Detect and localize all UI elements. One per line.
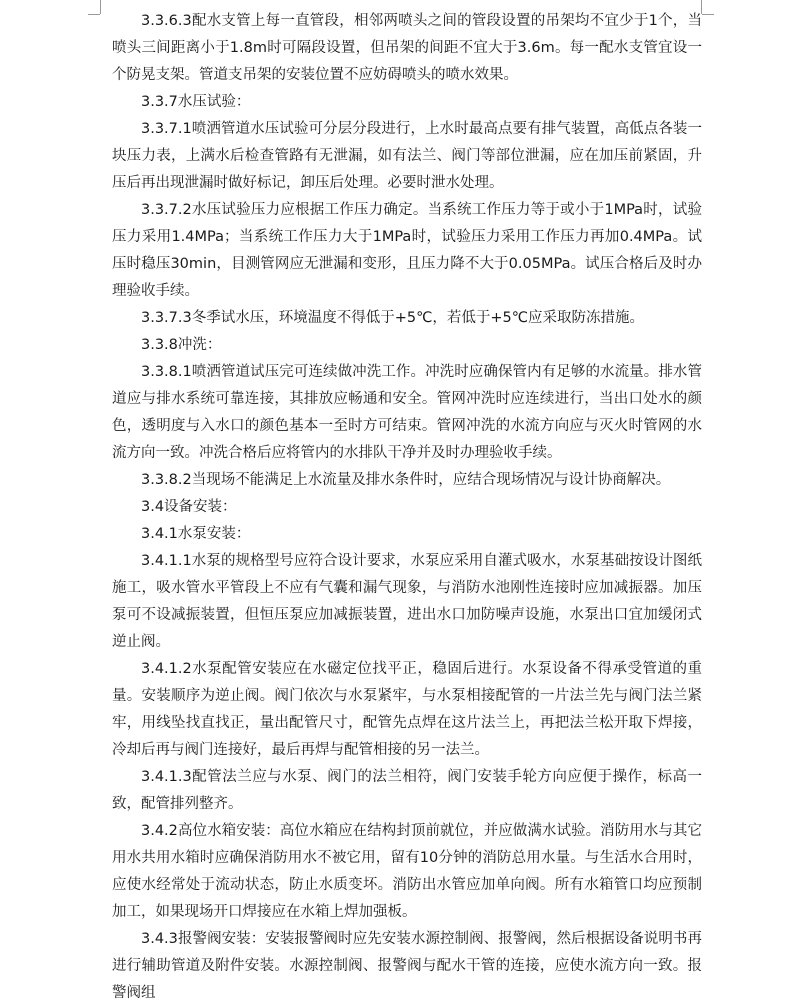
paragraph-3-3-7-1: 3.3.7.1喷洒管道水压试验可分层分段进行，上水时最高点要有排气装置，高低点各装一块压力表，上满水后检查管路有无泄漏，如有法兰、阀门等部位泄漏，应在加压前紧固，升压后再出现泄漏时做好标记，卸压后处理。必要时泄水处理。 (112, 121, 702, 191)
paragraph-3-4-1-1: 3.4.1.1水泵的规格型号应符合设计要求，水泵应采用自灌式吸水，水泵基础按设计图纸施工，吸水管水平管段上不应有气囊和漏气现象，与消防水池刚性连接时应加减振器。加压泵可不设减振装置，但恒压泵应加减振装置，进出水口加防噪声设施，水泵出口宜加缓闭式逆止阀。 (112, 553, 702, 650)
paragraph-3-3-8-1: 3.3.8.1喷洒管道试压完可连续做冲洗工作。冲洗时应确保管内有足够的水流量。排水管道应与排水系统可靠连接，其排放应畅通和安全。管网冲洗时应连续进行，当出口处水的颜色，透明度与入水口的颜色基本一至时方可结束。管网冲洗的水流方向应与灭火时管网的水流方向一致。冲洗合格后应将管内的水排队干净并及时办理验收手续。 (112, 364, 702, 461)
paragraph-3-3-6-3: 3.3.6.3配水支管上每一直管段，相邻两喷头之间的管段设置的吊架均不宜少于1个，当喷头三间距离小于1.8m时可隔段设置，但吊架的间距不宜大于3.6m。每一配水支管宜设一个防晃支架。管道支吊架的安装位置不应妨碍喷头的喷水效果。 (112, 13, 702, 83)
paragraph-3-4-1-2: 3.4.1.2水泵配管安装应在水磁定位找平正，稳固后进行。水泵设备不得承受管道的重量。安装顺序为逆止阀。阀门依次与水泵紧牢，与水泵相接配管的一片法兰先与阀门法兰紧牢，用线坠找直找正，量出配管尺寸，配管先点焊在这片法兰上，再把法兰松开取下焊接，冷却后再与阀门连接好，最后再焊与配管相接的另一法兰。 (112, 661, 702, 758)
heading-3-4-1: 3.4.1水泵安装： (141, 526, 251, 542)
paragraph-3-4-1-3: 3.4.1.3配管法兰应与水泵、阀门的法兰相符，阀门安装手轮方向应便于操作，标高一致，配管排列整齐。 (112, 769, 702, 812)
paragraph-3-4-3: 3.4.3报警阀安装：安装报警阀时应先安装水源控制阀、报警阀，然后根据设备说明书再进行辅助管道及附件安装。水源控制阀、报警阀与配水干管的连接，应使水流方向一致。报警阀组 (112, 931, 702, 1001)
heading-3-4: 3.4设备安装： (141, 499, 237, 515)
crop-mark-left-vertical (100, 0, 101, 14)
crop-mark-left-horizontal (88, 14, 100, 15)
paragraph-3-4-2: 3.4.2高位水箱安装：高位水箱应在结构封顶前就位，并应做满水试验。消防用水与其它用水共用水箱时应确保消防用水不被它用，留有10分钟的消防总用水量。与生活水合用时，应使水经常处于流动状态，防止水质变坏。消防出水管应加单向阀。所有水箱管口均应预制加工，如果现场开口焊接应在水箱上焊加强板。 (112, 823, 702, 920)
paragraph-3-3-7-3: 3.3.7.3冬季试水压，环境温度不得低于+5℃，若低于+5℃应采取防冻措施。 (141, 310, 645, 326)
document-page (112, 8, 702, 1007)
paragraph-3-3-7-2: 3.3.7.2水压试验压力应根据工作压力确定。当系统工作压力等于或小于1MPa时，试验压力采用1.4MPa；当系统工作压力大于1MPa时，试验压力采用工作压力再加0.4MPa。试压时稳压30min，目测管网应无泄漏和变形，且压力降不大于0.05MPa。试压合格后及时办理验收手续。 (112, 202, 702, 299)
crop-mark-right-horizontal (702, 14, 714, 15)
paragraph-3-3-8-2: 3.3.8.2当现场不能满足上水流量及排水条件时，应结合现场情况与设计协商解决。 (141, 472, 671, 488)
heading-3-3-8: 3.3.8冲洗： (141, 337, 222, 353)
heading-3-3-7: 3.3.7水压试验： (141, 94, 251, 110)
